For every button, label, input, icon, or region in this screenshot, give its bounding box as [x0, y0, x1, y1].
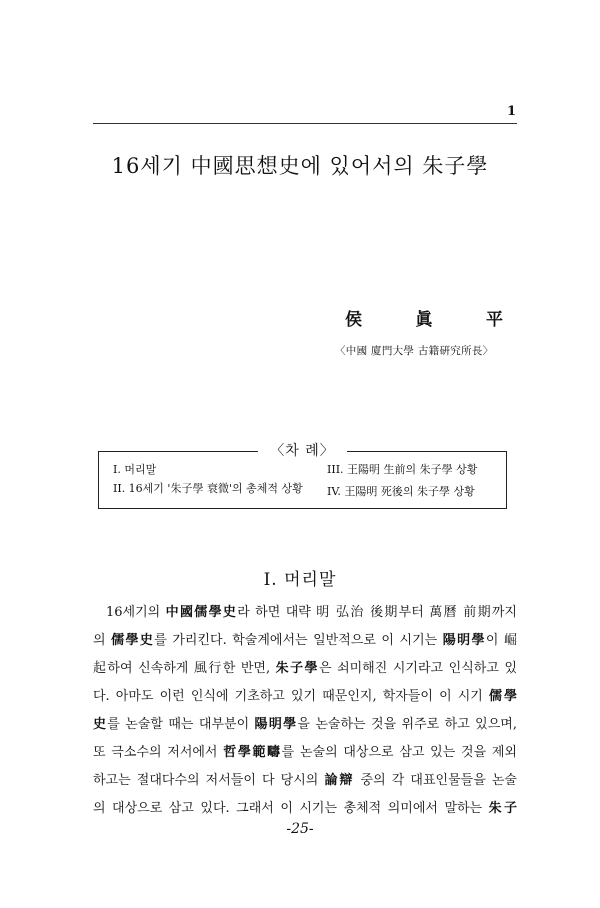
- header-rule: [93, 123, 517, 124]
- body-line: 다. 아마도 이런 인식에 기초하고 있기 때문인지, 학자들이 이 시기 儒學: [93, 689, 517, 704]
- author-name: [345, 305, 503, 330]
- body-line: 16세기의 中國儒學史라 하면 대략 明 弘治 後期부터 萬曆 前期까지: [106, 605, 517, 620]
- section-heading: I. 머리말: [263, 570, 337, 590]
- body-line: 또 극소수의 저서에서 哲學範疇를 논술의 대상으로 삼고 있는 것을 제외: [93, 745, 517, 760]
- author-char: 侯: [345, 310, 362, 330]
- body-line: 하고는 절대다수의 저서들이 다 당시의 論辯 중의 각 대표인물들을 논술: [93, 773, 517, 788]
- toc-item: III. 王陽明 生前의 朱子學 상황: [327, 463, 478, 476]
- author-char: 平: [486, 310, 503, 330]
- article-title: 16세기 中國思想史에 있어서의 朱子學: [111, 154, 489, 178]
- toc-item: I. 머리말: [113, 463, 157, 476]
- body-line: 의 儒學史를 가리킨다. 학술계에서는 일반적으로 이 시기는 陽明學이 崛: [93, 633, 517, 648]
- toc-item: IV. 王陽明 死後의 朱子學 상황: [327, 485, 475, 498]
- body-line: 史를 논술할 때는 대부분이 陽明學을 논술하는 것을 위주로 하고 있으며,: [93, 717, 517, 732]
- toc-title: 〈차 례〉: [258, 440, 347, 460]
- toc-item: II. 16세기 '朱子學 衰微'의 총체적 상황: [113, 482, 303, 495]
- page-number: 1: [507, 104, 517, 119]
- body-line: 起하여 신속하게 風行한 반면, 朱子學은 쇠미해진 시기라고 인식하고 있: [93, 661, 517, 676]
- body-line: 의 대상으로 삼고 있다. 그래서 이 시기는 총체적 의미에서 말하는 朱子: [93, 801, 517, 816]
- footer-page-number: -25-: [286, 821, 314, 837]
- author-affiliation: 〈中國 廈門大學 古籍硏究所長〉: [335, 345, 494, 357]
- author-char: 眞: [415, 310, 433, 330]
